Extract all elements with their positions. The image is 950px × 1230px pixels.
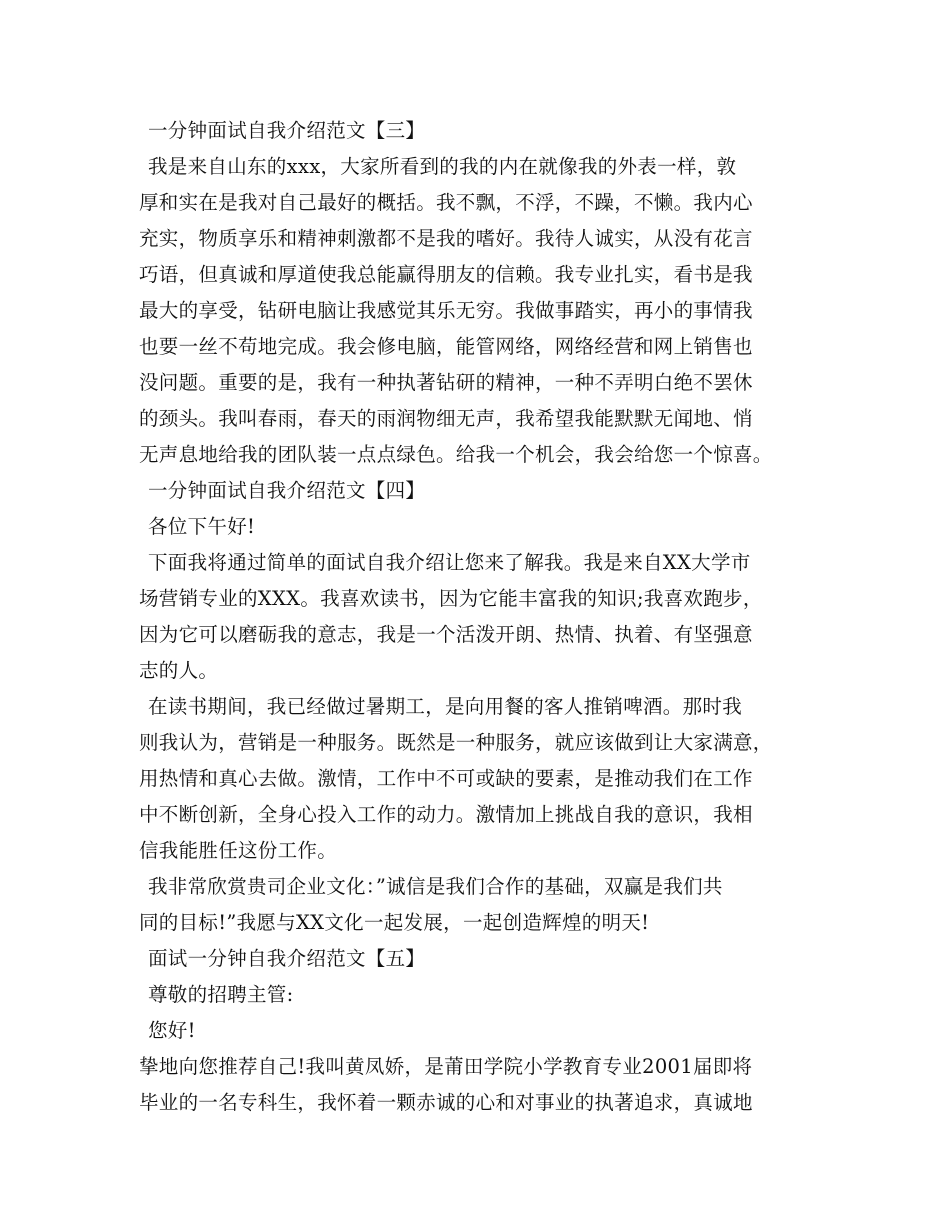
paragraph-line: 志的人。 — [139, 659, 219, 682]
paragraph-line: 信我能胜任这份工作。 — [139, 839, 338, 862]
paragraph-line: 我非常欣赏贵司企业文化：”诚信是我们合作的基础，双赢是我们共 — [148, 875, 723, 898]
paragraph-line: 同的目标!”我愿与XX文化一起发展，一起创造辉煌的明天! — [139, 911, 650, 934]
paragraph-line: 最大的享受，钻研电脑让我感觉其乐无穷。我做事踏实，再小的事情我 — [139, 299, 753, 322]
paragraph-line: 我是来自山东的xxx，大家所看到的我的内在就像我的外表一样，敦 — [148, 155, 737, 178]
paragraph-line: 巧语，但真诚和厚道使我总能赢得朋友的信赖。我专业扎实，看书是我 — [139, 263, 753, 286]
paragraph-line: 因为它可以磨砺我的意志，我是一个活泼开朗、热情、执着、有坚强意 — [139, 623, 753, 646]
paragraph-line: 无声息地给我的团队装一点点绿色。给我一个机会，我会给您一个惊喜。 — [139, 443, 773, 466]
paragraph-line: 没问题。重要的是，我有一种执著钻研的精神，一种不弄明白绝不罢休 — [139, 371, 753, 394]
paragraph-line: 充实，物质享乐和精神刺激都不是我的嗜好。我待人诚实，从没有花言 — [139, 227, 753, 250]
paragraph-line: 在读书期间，我已经做过暑期工，是向用餐的客人推销啤酒。那时我 — [148, 695, 743, 718]
paragraph-line: 的颈头。我叫春雨，春天的雨润物细无声，我希望我能默默无闻地、悄 — [139, 407, 753, 430]
section-heading-3: 一分钟面试自我介绍范文【三】 — [148, 119, 426, 142]
section-heading-5: 面试一分钟自我介绍范文【五】 — [148, 947, 426, 970]
document-body — [139, 113, 829, 1121]
paragraph-line: 也要一丝不苟地完成。我会修电脑，能管网络，网络经营和网上销售也 — [139, 335, 753, 358]
salutation-line: 尊敬的招聘主管: — [148, 983, 294, 1006]
greeting-line: 各位下午好! — [148, 515, 256, 538]
paragraph-line: 用热情和真心去做。激情，工作中不可或缺的要素，是推动我们在工作 — [139, 767, 753, 790]
paragraph-line: 毕业的一名专科生，我怀着一颗赤诚的心和对事业的执著追求，真诚地 — [139, 1091, 753, 1114]
paragraph-line: 场营销专业的XXX。我喜欢读书，因为它能丰富我的知识;我喜欢跑步， — [139, 587, 763, 610]
paragraph-line: 挚地向您推荐自己!我叫黄凤娇，是莆田学院小学教育专业2001届即将 — [139, 1055, 753, 1078]
paragraph-line: 则我认为，营销是一种服务。既然是一种服务，就应该做到让大家满意， — [139, 731, 773, 754]
paragraph-line: 厚和实在是我对自己最好的概括。我不飘，不浮，不躁，不懒。我内心 — [139, 191, 753, 214]
section-heading-4: 一分钟面试自我介绍范文【四】 — [148, 479, 426, 502]
paragraph-line: 下面我将通过简单的面试自我介绍让您来了解我。我是来自XX大学市 — [148, 551, 751, 574]
paragraph-line: 中不断创新，全身心投入工作的动力。激情加上挑战自我的意识，我相 — [139, 803, 753, 826]
greeting-line: 您好! — [148, 1019, 196, 1042]
